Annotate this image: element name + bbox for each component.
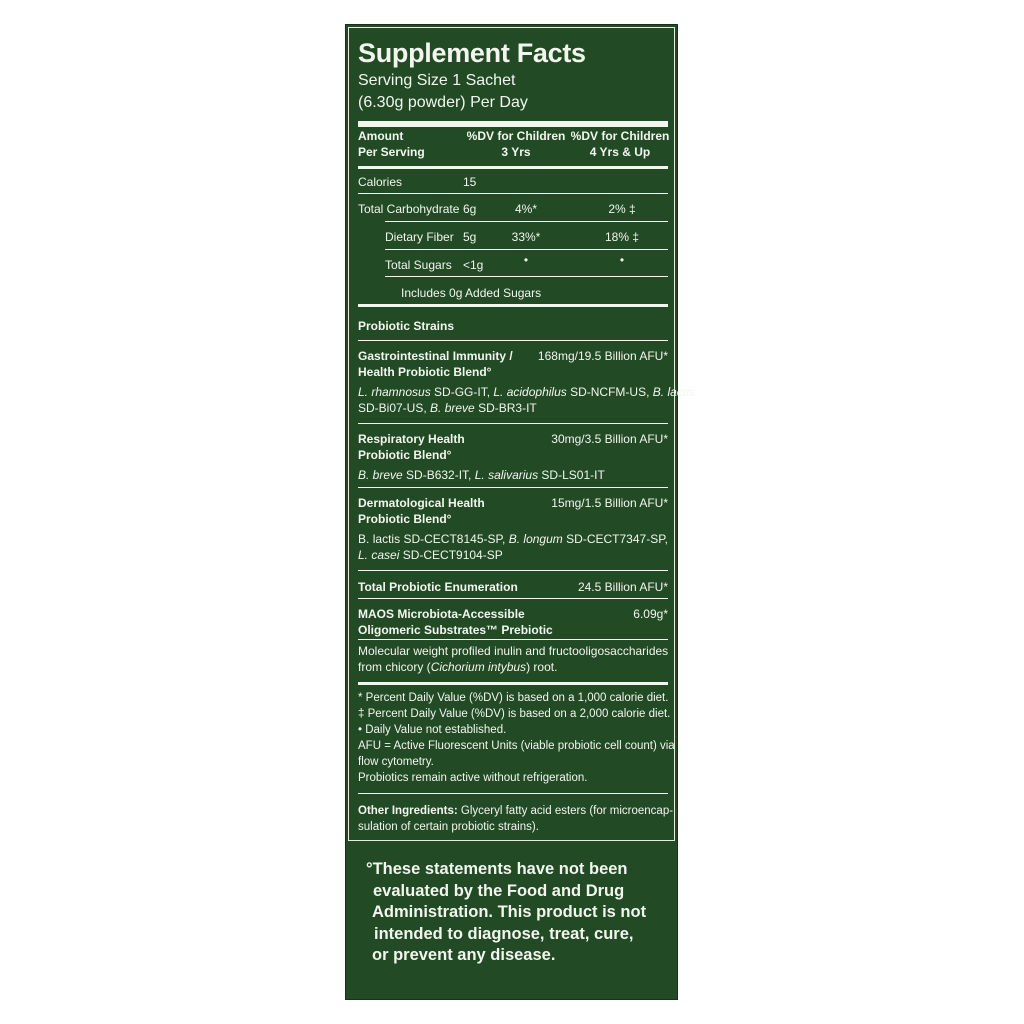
- header-rule: [358, 166, 668, 169]
- nutrient-name: Total Sugars: [385, 258, 452, 272]
- nutrient-dv1: 33%*: [511, 230, 541, 244]
- added-sugars: Includes 0g Added Sugars: [401, 286, 542, 300]
- nutrient-name: Calories: [358, 175, 403, 189]
- maos-name: MAOS Microbiota-Accessible Oligomeric Substrates™ Prebiotic: [358, 607, 553, 637]
- strain-line-2: SD-Bi07-US, B. breve SD-BR3-IT: [358, 401, 537, 415]
- nutrient-amount: 15: [463, 175, 477, 189]
- row-rule: [358, 598, 668, 599]
- serving-line-1: Serving Size 1 Sachet: [358, 72, 516, 89]
- row-rule: [358, 570, 668, 571]
- blend-amount: 30mg/3.5 Billion AFU*: [551, 432, 668, 446]
- row-rule: [358, 193, 668, 194]
- strain-line-1: L. rhamnosus SD-GG-IT, L. acidophilus SD-NCFM-US, B. lactis: [358, 385, 695, 399]
- serving-line-2: (6.30g powder) Per Day: [358, 94, 528, 111]
- nutrient-amount: <1g: [463, 258, 484, 272]
- probiotic-heading: Probiotic Strains: [358, 319, 455, 333]
- strain-line-1: B. lactis SD-CECT8145-SP, B. longum SD-CECT7347-SP,: [358, 532, 668, 546]
- strain-line-1: B. breve SD-B632-IT, L. salivarius SD-LS01-IT: [358, 468, 605, 482]
- facts-title: Supplement Facts: [358, 38, 586, 68]
- nutrient-name: Total Carbohydrate: [358, 202, 460, 216]
- serving-size: [358, 70, 528, 114]
- row-rule: [358, 423, 668, 424]
- nutrient-dv1: •: [523, 253, 529, 267]
- blend-name: Dermatological Health Probiotic Blend°: [358, 496, 485, 526]
- row-rule: [385, 221, 668, 222]
- nutrient-name: Dietary Fiber: [385, 230, 454, 244]
- blend-strains: [358, 384, 695, 416]
- nutrient-amount: 6g: [463, 202, 477, 216]
- dv-col1-header: %DV for Children 3 Yrs: [466, 129, 566, 159]
- strain-line-2: L. casei SD-CECT9104-SP: [358, 548, 503, 562]
- blend-strains: [358, 467, 605, 483]
- total-amount: 24.5 Billion AFU*: [577, 580, 668, 594]
- section-rule: [358, 304, 668, 307]
- row-rule: [358, 487, 668, 488]
- blend-name: Respiratory Health Probiotic Blend°: [358, 432, 465, 462]
- row-rule: [385, 276, 668, 277]
- nutrient-dv2: •: [619, 253, 625, 267]
- amount-header: Amount Per Serving: [358, 129, 425, 159]
- other-ingredients: Other Ingredients: Glyceryl fatty acid esters (for microencap- sulation of certain probiotic strains).: [358, 805, 674, 833]
- row-rule: [358, 340, 668, 341]
- row-rule: [358, 639, 668, 640]
- nutrient-amount: 5g: [463, 230, 477, 244]
- footnotes: * Percent Daily Value (%DV) is based on a 1,000 calorie diet. ‡ Percent Daily Value (%DV) is based on a 2,000 calorie diet. • Daily Value not established. AFU = Active Fluorescent Units (viable probiotic cell count) via flow cytometry. Probiotics remain active without refrigeration.: [358, 692, 675, 784]
- blend-amount: 15mg/1.5 Billion AFU*: [551, 496, 668, 510]
- row-rule: [358, 793, 668, 794]
- maos-description: Molecular weight profiled inulin and fructooligosaccharides from chicory (Cichorium intybus) root.: [358, 644, 669, 674]
- blend-amount: 168mg/19.5 Billion AFU*: [537, 349, 668, 363]
- dv-col2-header: %DV for Children 4 Yrs & Up: [570, 129, 670, 159]
- blend-name: Gastrointestinal Immunity / Health Probiotic Blend°: [358, 349, 513, 379]
- blend-strains: [358, 531, 668, 563]
- nutrient-dv2: 2% ‡: [608, 202, 636, 216]
- fda-disclaimer: °These statements have not been evaluated by the Food and Drug Administration. This product is not intended to diagnose, treat, cure, or prevent any disease.: [366, 860, 647, 964]
- total-label: Total Probiotic Enumeration: [358, 580, 518, 594]
- thick-rule: [358, 121, 668, 127]
- section-rule: [358, 682, 668, 685]
- row-rule: [385, 249, 668, 250]
- nutrient-dv2: 18% ‡: [604, 230, 640, 244]
- nutrient-dv1: 4%*: [514, 202, 537, 216]
- maos-amount: 6.09g*: [633, 607, 668, 621]
- facts-box: [348, 27, 695, 841]
- supplement-facts-panel: [345, 24, 695, 1000]
